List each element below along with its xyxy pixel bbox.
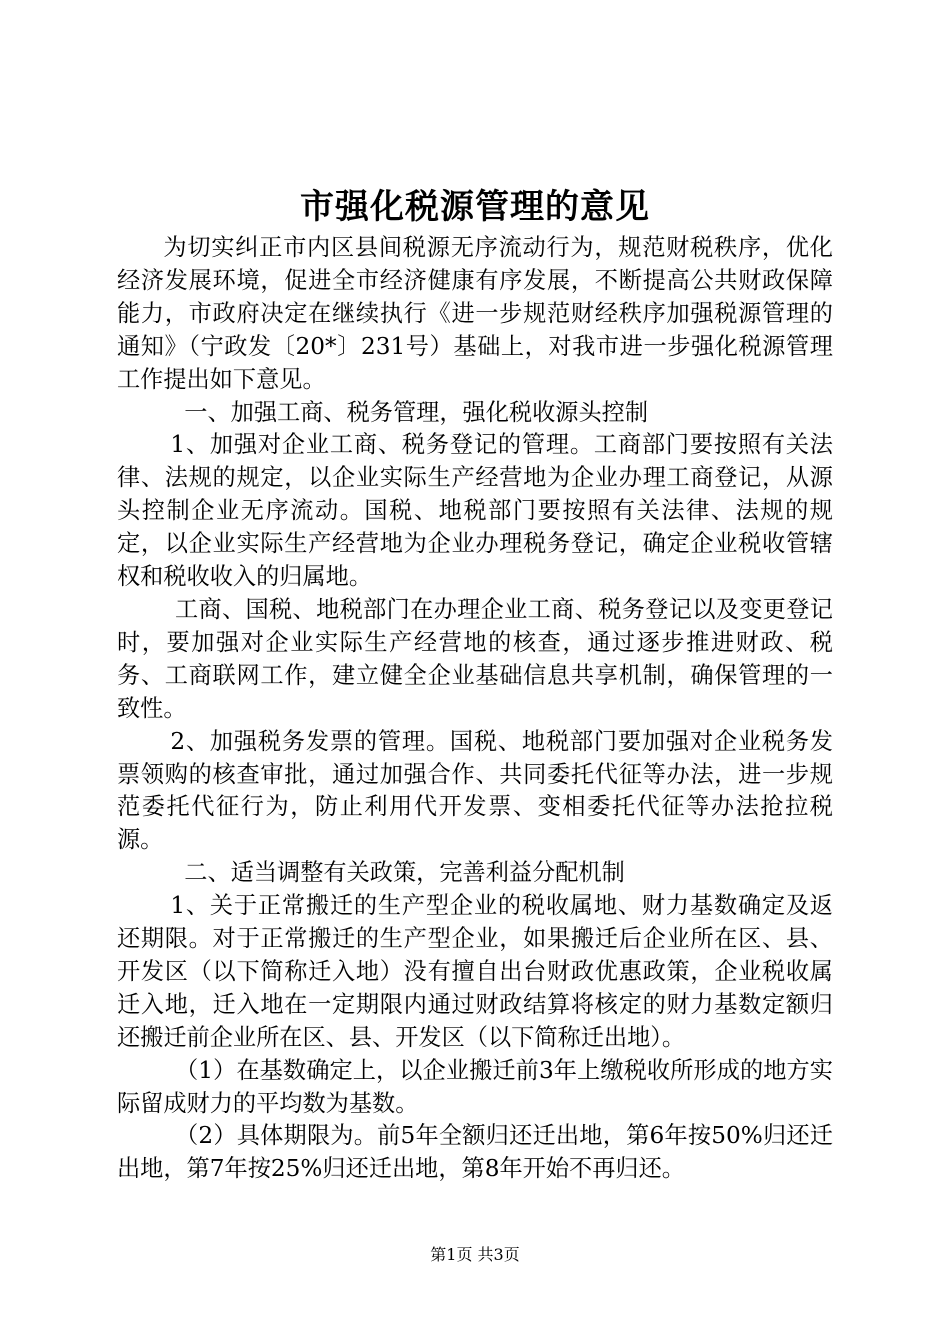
intro-paragraph: 为切实纠正市内区县间税源无序流动行为，规范财税秩序，优化经济发展环境，促进全市经济健康有序发展，不断提高公共财政保障能力，市政府决定在继续执行《进一步规范财经秩序加强税源管理的通知》（宁政发〔20*〕231号）基础上，对我市进一步强化税源管理工作提出如下意见。 xyxy=(117,234,833,393)
paragraph-1-2: 2、加强税务发票的管理。国税、地税部门要加强对企业税务发票领购的核查审批，通过加强合作、共同委托代征等办法，进一步规范委托代征行为，防止利用代开发票、变相委托代征等办法抢拉税源。 xyxy=(117,727,833,854)
paragraph-2-1-item-1: （1）在基数确定上，以企业搬迁前3年上缴税收所形成的地方实际留成财力的平均数为基数。 xyxy=(117,1056,833,1117)
paragraph-2-1-item-2: （2）具体期限为。前5年全额归还迁出地，第6年按50%归还迁出地，第7年按25%归还迁出地，第8年开始不再归还。 xyxy=(117,1122,833,1183)
section-heading-2: 二、适当调整有关政策，完善利益分配机制 xyxy=(184,859,625,887)
paragraph-1-1: 1、加强对企业工商、税务登记的管理。工商部门要按照有关法律、法规的规定，以企业实际生产经营地为企业办理工商登记，从源头控制企业无序流动。国税、地税部门要按照有关法律、法规的规定，以企业实际生产经营地为企业办理税务登记，确定企业税收管辖权和税收收入的归属地。 xyxy=(117,431,833,591)
paragraph-1-1-cont: 工商、国税、地税部门在办理企业工商、税务登记以及变更登记时，要加强对企业实际生产经营地的核查，通过逐步推进财政、税务、工商联网工作，建立健全企业基础信息共享机制，确保管理的一致性。 xyxy=(117,595,833,722)
page-indicator: 第1页 共3页 xyxy=(430,1245,520,1264)
paragraph-2-1: 1、关于正常搬迁的生产型企业的税收属地、财力基数确定及返还期限。对于正常搬迁的生产型企业，如果搬迁后企业所在区、县、开发区（以下简称迁入地）没有擅自出台财政优惠政策，企业税收属迁入地，迁入地在一定期限内通过财政结算将核定的财力基数定额归还搬迁前企业所在区、县、开发区（以下简称迁出地）。 xyxy=(117,892,833,1051)
page-title: 市强化税源管理的意见 xyxy=(300,187,650,227)
document-body xyxy=(117,232,833,1186)
section-heading-1: 一、加强工商、税务管理，强化税收源头控制 xyxy=(184,398,649,426)
